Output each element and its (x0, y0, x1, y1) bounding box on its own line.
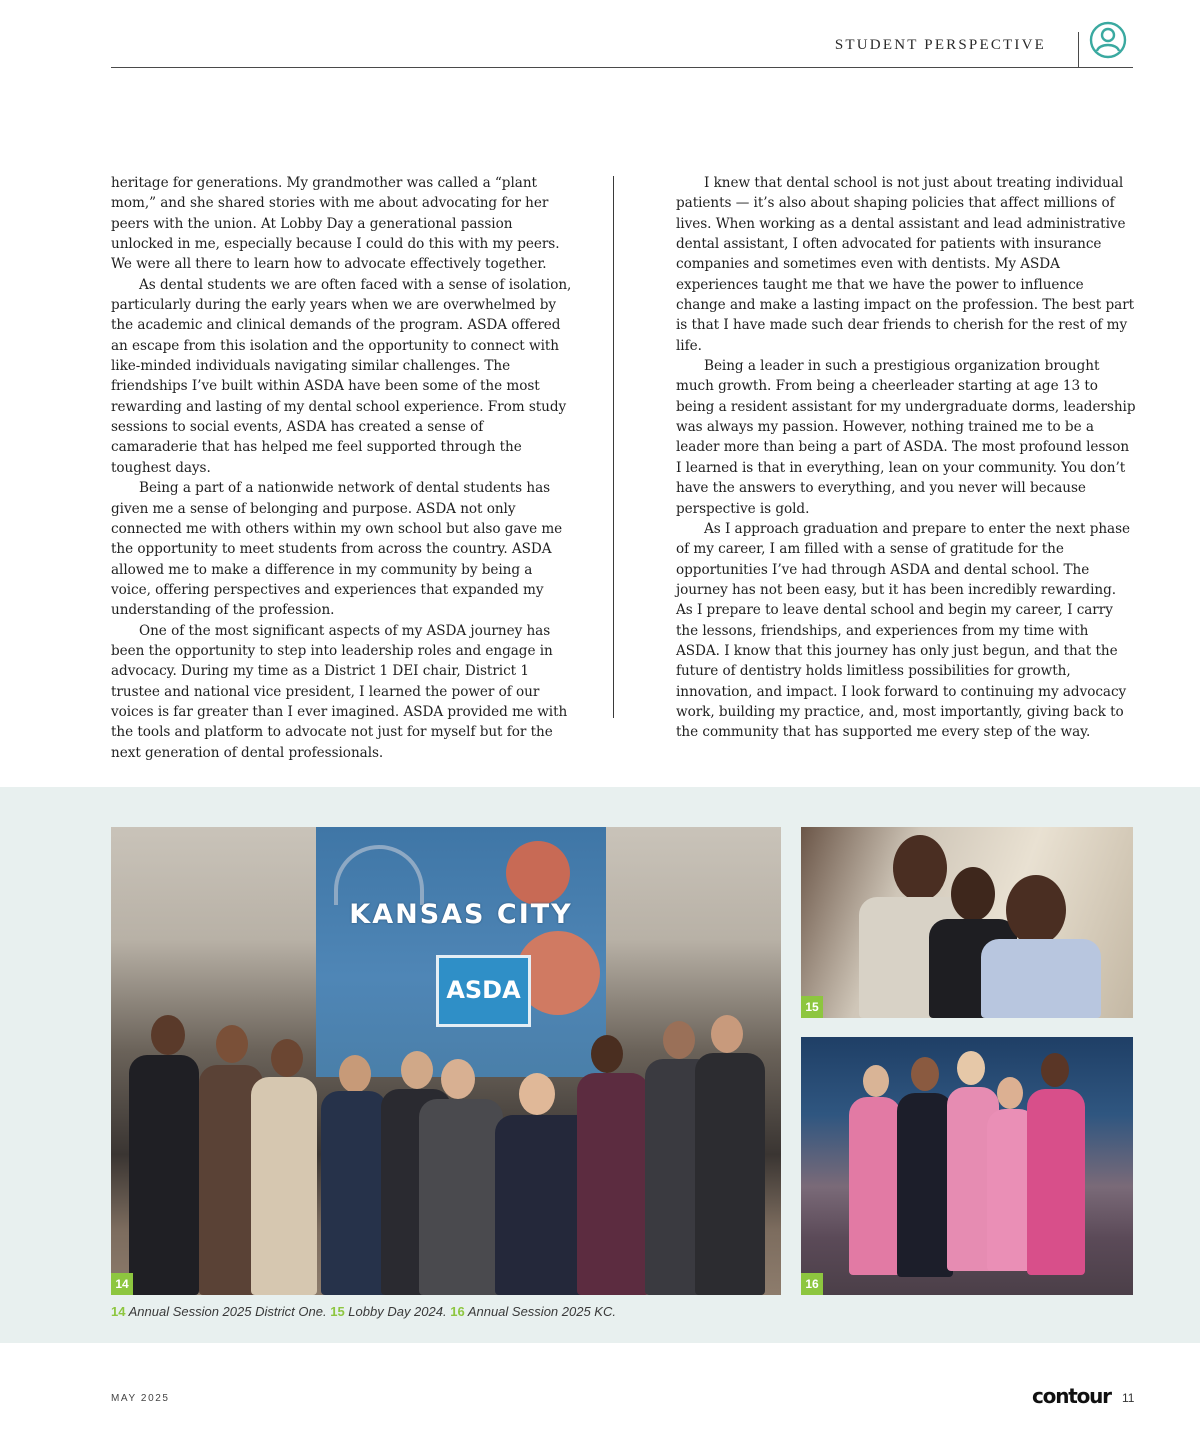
caption-number: 16 (450, 1304, 465, 1319)
figure-number-badge: 14 (111, 1273, 133, 1295)
header-rule (111, 67, 1133, 68)
paragraph: Being a part of a nationwide network of dental students has given me a sense of belonging and purpose. ASDA not only connected me with others within my own school but also gave me the opportunity to meet students from across the country. ASDA allowed me to make a difference in my community by being a voice, offering perspectives and experiences that expanded my understanding of the profession. (111, 480, 563, 619)
brand-logo: contour (1032, 1384, 1111, 1408)
page-header (111, 20, 1133, 68)
paragraph: I knew that dental school is not just about treating individual patients — it’s also about shaping policies that affect millions of lives. When working as a dental assistant and lead administrative dental assistant, I often advocated for patients with insurance companies and sometimes even with dentists. My ASDA experiences taught me that we have the power to influence change and make a lasting impact on the profession. The best part is that I have made such dear friends to cherish for the rest of my life. (676, 175, 1135, 354)
caption-number: 15 (330, 1304, 345, 1319)
person-circle-icon (1089, 21, 1127, 59)
figure-number-badge: 15 (801, 996, 823, 1018)
caption-number: 14 (111, 1304, 126, 1319)
caption-text: Lobby Day 2024. (344, 1304, 451, 1319)
paragraph: As I approach graduation and prepare to enter the next phase of my career, I am filled with a sense of gratitude for the opportunities I’ve had through ASDA and dental school. The journey has not been easy, but it has been incredibly rewarding. As I prepare to leave dental school and begin my career, I carry the lessons, friendships, and experiences from my time with ASDA. I know that this journey has only just begun, and that the future of dentistry holds limitless possibilities for growth, innovation, and impact. I look forward to continuing my advocacy work, building my practice, and, most importantly, giving back to the community that has supported me every step of the way. (676, 520, 1131, 741)
paragraph: heritage for generations. My grandmother was called a “plant mom,” and she shared stories with me about advocating for her peers with the union. At Lobby Day a generational passion unlocked in me, especially because I could do this with my peers. We were all there to learn how to advocate effectively together. (111, 175, 560, 273)
article-column-right (676, 173, 1136, 743)
arch-graphic (334, 845, 424, 905)
page-number: 11 (1122, 1391, 1135, 1405)
article-column-left (111, 173, 573, 763)
section-label: STUDENT PERSPECTIVE (834, 37, 1046, 53)
issue-date: MAY 2025 (111, 1393, 170, 1404)
caption-text: Annual Session 2025 KC. (464, 1304, 616, 1319)
photo-caption (111, 1304, 616, 1319)
caption-text: Annual Session 2025 District One. (125, 1304, 331, 1319)
photo-gallery (0, 787, 1200, 1343)
asda-logo: ASDA (436, 955, 531, 1027)
figure-number-badge: 16 (801, 1273, 823, 1295)
header-divider (1078, 32, 1079, 68)
group-of-people (111, 995, 781, 1295)
paragraph: Being a leader in such a prestigious organization brought much growth. From being a cheerleader starting at age 13 to being a resident assistant for my undergraduate dorms, leadership was always my passion. However, nothing trained me to be a leader more than being a part of ASDA. The most profound lesson I learned is that in everything, lean on your community. You don’t have the answers to everything, and you never will because perspective is gold. (676, 358, 1136, 517)
photo-lobby-day (801, 827, 1133, 1018)
paragraph: As dental students we are often faced with a sense of isolation, particularly during the early years when we are overwhelmed by the academic and clinical demands of the program. ASDA offered an escape from this isolation and the opportunity to connect with like-minded individuals navigating similar challenges. The friendships I’ve built within ASDA have been some of the most rewarding and lasting of my dental school experience. From study sessions to social events, ASDA has created a sense of camaraderie that has helped me feel supported through the toughest days. (111, 276, 572, 476)
photo-group-kansas-city (111, 827, 781, 1295)
paragraph: One of the most significant aspects of my ASDA journey has been the opportunity to step into leadership roles and engage in advocacy. During my time as a District 1 DEI chair, District 1 trustee and national vice president, I learned the power of our voices is far greater than I ever imagined. ASDA provided me with the tools and platform to advocate not just for myself but for the next generation of dental professionals. (111, 622, 568, 761)
column-divider (613, 176, 614, 718)
sign-text: KANSAS CITY (349, 899, 573, 930)
decorative-circle (506, 841, 570, 905)
photo-annual-session-kc (801, 1037, 1133, 1295)
